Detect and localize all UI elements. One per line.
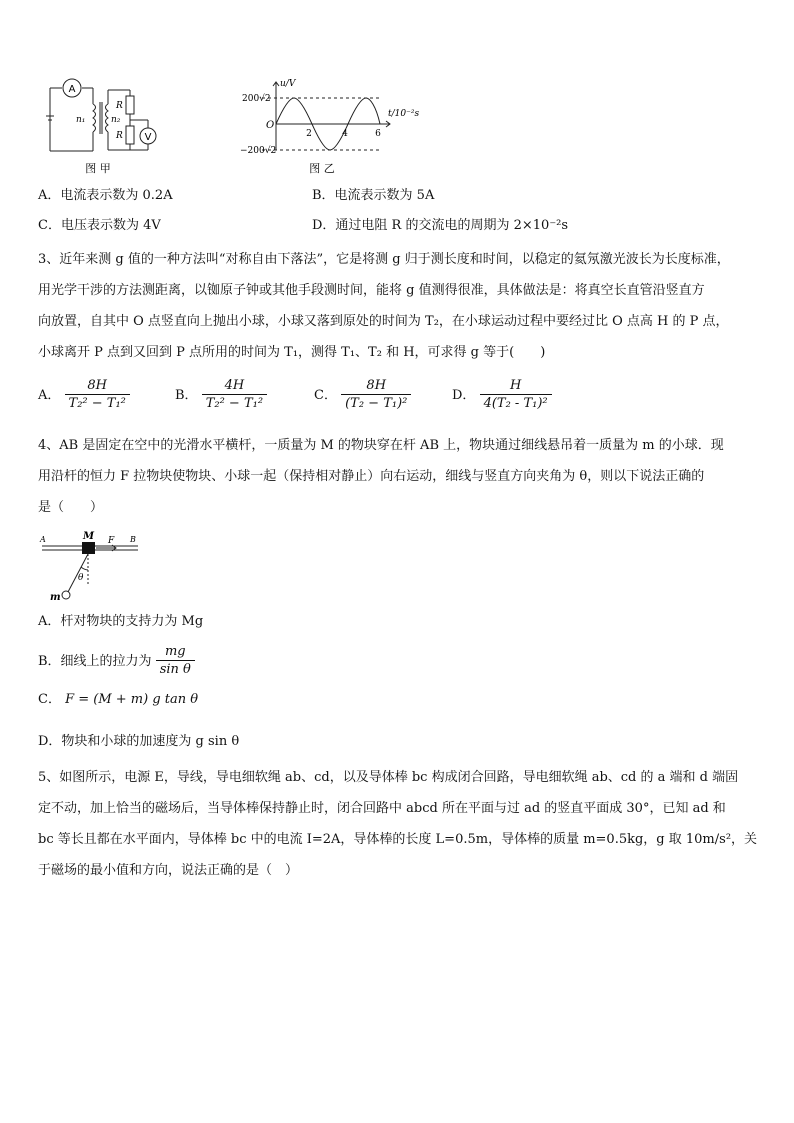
resistor-label-bottom: R — [116, 131, 123, 141]
q2-option-a: A．电流表示数为 0.2A — [38, 188, 173, 203]
rod-end-a-label: A — [40, 535, 46, 544]
q2-option-c: C．电压表示数为 4V — [38, 218, 161, 233]
q5-stem-line-1: 5、如图所示，电源 E，导线，导电细软绳 ab、cd，以及导体棒 bc 构成闭合回路，导电细软绳 ab、cd 的 a 端和 d 端固 — [38, 770, 739, 785]
q3-option-d: D． $\frac{H}{\text{4(T₂ - T₁)²}}$ — [452, 378, 552, 413]
figure-caption-b: 图 乙 — [309, 162, 335, 175]
q5-stem-line-3: bc 等长且都在水平面内，导体棒 bc 中的电流 I=2A，导体棒的长度 L=0.5m，导体棒的质量 m=0.5kg，g 取 10m/s²，关 — [38, 832, 758, 847]
tick-4: 4 — [342, 129, 348, 139]
q4-stem-line-1: 4、AB 是固定在空中的光滑水平横杆，一质量为 M 的物块穿在杆 AB 上，物块通过细线悬吊着一质量为 m 的小球．现 — [38, 438, 724, 453]
u-axis-label: u/V — [280, 79, 296, 89]
q5-stem-line-2: 定不动，加上恰当的磁场后，当导体棒保持静止时，闭合回路中 abcd 所在平面与过 ad 的竖直平面成 30°，已知 ad 和 — [38, 801, 726, 816]
q3-option-a-fraction: $\frac{8H}{\text{T₂² − T₁²}}$ — [65, 378, 130, 413]
resistor-label-top: R — [116, 101, 123, 111]
q3-stem-line-3: 向放置，自其中 O 点竖直向上抛出小球，小球又落到原处的时间为 T₂，在小球运动过程中要经过比 O 点高 H 的 P 点， — [38, 314, 729, 329]
q3-option-b-fraction: $\frac{4H}{\text{T₂² − T₁²}}$ — [202, 378, 267, 413]
voltage-waveform-figure — [240, 76, 425, 178]
rod-end-b-label: B — [130, 535, 136, 544]
q2-option-d: D．通过电阻 R 的交流电的周期为 2×10⁻²s — [312, 218, 569, 233]
force-F-label: F — [108, 536, 115, 546]
angle-theta-label: θ — [78, 573, 84, 583]
t-axis-label: t/10⁻²s — [388, 109, 420, 119]
q3-option-a: A． $\frac{8H}{\text{T₂² − T₁²}}$ — [38, 378, 130, 413]
q3-stem-line-2: 用光学干涉的方法测距离，以铷原子钟或其他手段测时间，能将 g 值测得很准，具体做法是：将真空长直管沿竖直方 — [38, 283, 705, 298]
n2-label: n₂ — [111, 115, 121, 125]
rod-block-pendulum-figure — [38, 528, 148, 604]
n1-label: n₁ — [76, 115, 86, 125]
figure-caption-a: 图 甲 — [85, 162, 111, 175]
q3-option-c-fraction: $\frac{8H}{\text{(T₂ − T₁)²}}$ — [341, 378, 411, 413]
transformer-circuit-figure — [38, 76, 168, 178]
ammeter-label: A — [68, 84, 76, 95]
q4-option-a: A．杆对物块的支持力为 Mg — [38, 614, 204, 629]
q4-option-c-formula: F = (M + m) g tan θ — [65, 692, 199, 707]
q3-stem-line-1: 3、近年来测 g 值的一种方法叫“对称自由下落法”，它是将测 g 归于测长度和时间，以稳定的氦氖激光波长为长度标准， — [38, 252, 730, 267]
q3-option-b: B． $\frac{4H}{\text{T₂² − T₁²}}$ — [175, 378, 267, 413]
q3-option-d-fraction: $\frac{H}{\text{4(T₂ - T₁)²}}$ — [480, 378, 552, 413]
q4-option-c: C． F = (M + m) g tan θ — [38, 692, 199, 707]
tick-2: 2 — [306, 129, 312, 139]
q4-option-b: B．细线上的拉力为 $\frac{mg}{\text{sin θ}}$ — [38, 644, 195, 679]
block-M-label: M — [83, 531, 95, 542]
q4-stem-line-2: 用沿杆的恒力 F 拉物块使物块、小球一起（保持相对静止）向右运动，细线与竖直方向夹角为 θ，则以下说法正确的 — [38, 469, 705, 484]
q5-stem-line-4: 于磁场的最小值和方向，说法正确的是（ ） — [38, 863, 299, 878]
voltmeter-label: V — [144, 132, 152, 143]
q4-stem-line-3: 是（ ） — [38, 500, 104, 515]
tick-6: 6 — [375, 129, 381, 139]
q3-stem-line-4: 小球离开 P 点到又回到 P 点所用的时间为 T₁，测得 T₁、T₂ 和 H，可求得 g 等于( ) — [38, 345, 546, 360]
q3-option-c: C． $\frac{8H}{\text{(T₂ − T₁)²}}$ — [314, 378, 411, 413]
ball-m-shape — [62, 591, 70, 599]
q4-option-d: D．物块和小球的加速度为 g sin θ — [38, 734, 240, 749]
origin-label: O — [266, 120, 275, 131]
q2-option-b: B．电流表示数为 5A — [312, 188, 435, 203]
block-M-shape — [82, 542, 95, 554]
ball-m-label: m — [50, 592, 61, 603]
q4-option-b-fraction: $\frac{mg}{\text{sin θ}}$ — [156, 644, 195, 679]
u-max-label: 200√2 — [242, 94, 271, 104]
u-min-label: −200√2 — [240, 146, 277, 156]
